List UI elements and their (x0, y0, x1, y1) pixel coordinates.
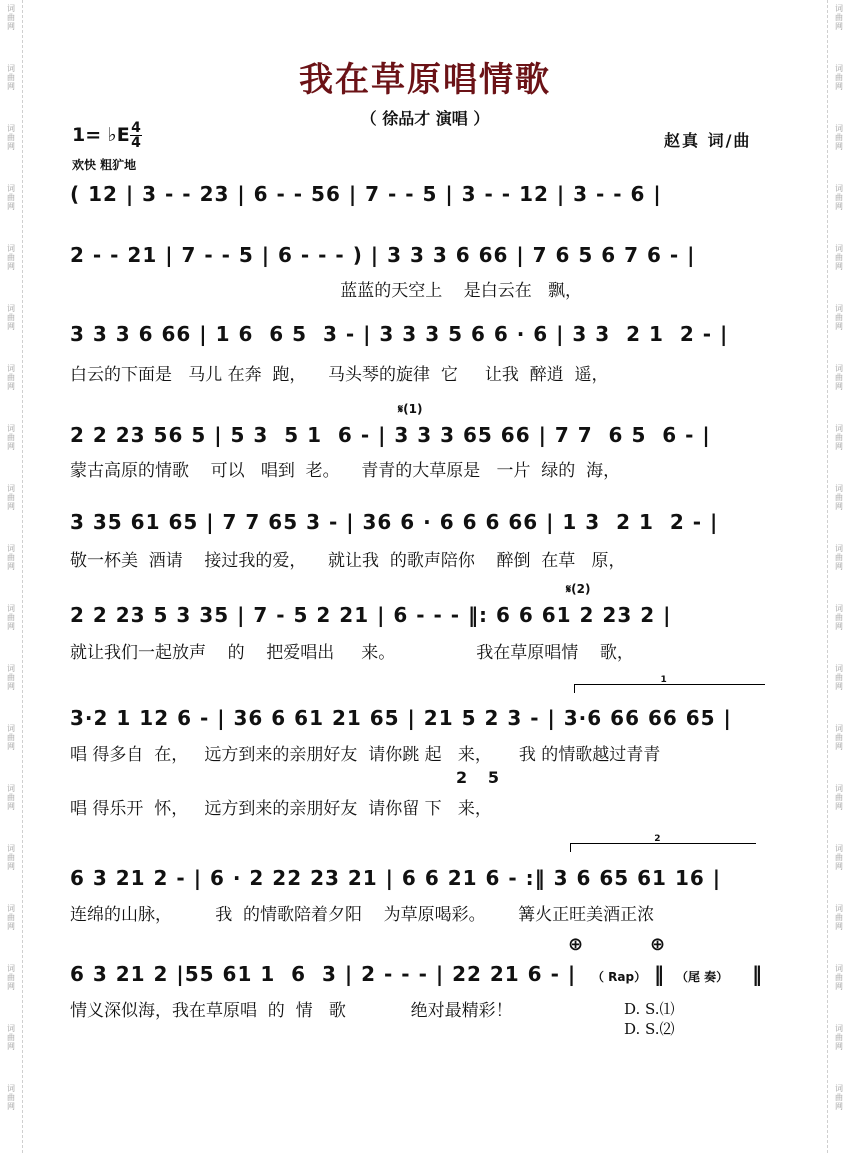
watermark-text: 词 曲 网 (835, 844, 843, 871)
volta-bracket-2: 2 (570, 843, 756, 852)
system-6-lyrics: 就让我们一起放声 的 把爱唱出 来。 我在草原唱情 歌， (70, 643, 634, 663)
watermark-text: 词 曲 网 (7, 964, 15, 991)
time-signature: 4 4 (131, 120, 141, 151)
system-7-notes: 3·2 1 12 6 - | 36 6 61 21 65 | 21 5 2 3 - | 3·6 66 66 65 | (70, 706, 732, 730)
watermark-text: 词 曲 网 (835, 304, 843, 331)
dal-segno-1: D. S.⑴ (624, 1000, 675, 1018)
watermark-text: 词 曲 网 (7, 244, 15, 271)
watermark-text: 词 曲 网 (835, 184, 843, 211)
system-7-lyrics-verse-1: 唱 得多自 在， 远方到来的亲朋好友 请你跳 起 来， 我 的情歌越过青青 (70, 745, 661, 765)
watermark-text: 词 曲 网 (835, 604, 843, 631)
watermark-text: 词 曲 网 (835, 724, 843, 751)
watermark-text: 词 曲 网 (835, 664, 843, 691)
watermark-text: 词 曲 网 (7, 64, 15, 91)
author-credit: 赵真 词/曲 (664, 131, 752, 150)
watermark-text: 词 曲 网 (835, 244, 843, 271)
watermark-text: 词 曲 网 (835, 424, 843, 451)
alt-ending-notes: 2 5 (456, 768, 500, 787)
segno-mark-1: 𝄋(1) (398, 402, 423, 416)
watermark-text: 词 曲 网 (7, 784, 15, 811)
watermark-text: 词 曲 网 (835, 784, 843, 811)
system-1-notes: ( 12 | 3 - - 23 | 6 - - 56 | 7 - - 5 | 3 - - 12 | 3 - - 6 | (70, 182, 662, 206)
singer-credit: （ 徐品才 演唱 ） (360, 109, 490, 128)
right-watermark-strip (827, 0, 850, 1153)
watermark-text: 词 曲 网 (7, 124, 15, 151)
watermark-text: 词 曲 网 (835, 4, 843, 31)
system-2-lyrics: 蓝蓝的天空上 是白云在 飘， (70, 281, 583, 301)
system-2-notes: 2 - - 21 | 7 - - 5 | 6 - - - ) | 3 3 3 6 66 | 7 6 5 6 7 6 - | (70, 243, 696, 267)
system-3-notes: 3 3 3 6 66 | 1 6 6 5 3 - | 3 3 3 5 6 6 · 6 | 3 3 2 1 2 - | (70, 322, 729, 346)
segno-mark-2: 𝄋(2) (566, 582, 591, 596)
watermark-text: 词 曲 网 (835, 964, 843, 991)
watermark-text: 词 曲 网 (835, 1084, 843, 1111)
watermark-text: 词 曲 网 (835, 484, 843, 511)
watermark-text: 词 曲 网 (835, 64, 843, 91)
watermark-text: 词 曲 网 (7, 424, 15, 451)
watermark-text: 词 曲 网 (7, 364, 15, 391)
watermark-text: 词 曲 网 (7, 304, 15, 331)
watermark-text: 词 曲 网 (835, 364, 843, 391)
left-watermark-strip (0, 0, 23, 1153)
system-6-notes: 2 2 23 5 3 35 | 7 - 5 2 21 | 6 - - - ‖: 6 6 61 2 23 2 | (70, 603, 672, 627)
watermark-text: 词 曲 网 (835, 1024, 843, 1051)
watermark-text: 词 曲 网 (7, 1024, 15, 1051)
watermark-text: 词 曲 网 (7, 484, 15, 511)
watermark-text: 词 曲 网 (7, 184, 15, 211)
watermark-text: 词 曲 网 (835, 124, 843, 151)
watermark-text: 词 曲 网 (7, 1084, 15, 1111)
key-signature: 1= ♭E (72, 124, 130, 146)
system-8-notes: 6 3 21 2 - | 6 · 2 22 23 21 | 6 6 21 6 - :‖ 3 6 65 61 16 | (70, 866, 722, 890)
system-9-lyrics: 情义深似海，我在草原唱 的 情 歌 绝对最精彩！ (70, 1001, 513, 1021)
watermark-text: 词 曲 网 (7, 4, 15, 31)
final-barline-1: ‖ (654, 962, 665, 986)
system-9-notes: 6 3 21 2 |55 61 1 6 3 | 2 - - - | 22 21 6 - | (70, 962, 577, 986)
watermark-text: 词 曲 网 (7, 904, 15, 931)
final-barline-2: ‖ (752, 962, 763, 986)
dal-segno-2: D. S.⑵ (624, 1020, 675, 1038)
watermark-text: 词 曲 网 (7, 664, 15, 691)
watermark-text: 词 曲 网 (835, 544, 843, 571)
song-title: 我在草原唱情歌 (299, 60, 551, 100)
volta-bracket-1: 1 (574, 684, 765, 693)
outro-marking: （尾 奏） (676, 970, 729, 984)
tempo-marking: 欢快 粗犷地 (72, 158, 137, 172)
system-8-lyrics: 连绵的山脉， 我 的情歌陪着夕阳 为草原喝彩。 篝火正旺美酒正浓 (70, 905, 655, 925)
watermark-text: 词 曲 网 (7, 724, 15, 751)
watermark-text: 词 曲 网 (7, 544, 15, 571)
watermark-text: 词 曲 网 (7, 844, 15, 871)
coda-icon-1: ⊕ (568, 934, 584, 955)
watermark-text: 词 曲 网 (835, 904, 843, 931)
coda-icon-2: ⊕ (650, 934, 666, 955)
system-3-lyrics: 白云的下面是 马儿 在奔 跑， 马头琴的旋律 它 让我 醉逍 遥， (70, 365, 609, 385)
system-4-lyrics: 蒙古高原的情歌 可以 唱到 老。 青青的大草原是 一片 绿的 海， (70, 461, 621, 481)
system-4-notes: 2 2 23 56 5 | 5 3 5 1 6 - | 3 3 3 65 66 | 7 7 6 5 6 - | (70, 423, 711, 447)
system-7-lyrics-verse-2: 唱 得乐开 怀， 远方到来的亲朋好友 请你留 下 来， (70, 799, 492, 819)
rap-marking: （ Rap） (592, 970, 647, 984)
watermark-text: 词 曲 网 (7, 604, 15, 631)
system-5-lyrics: 敬一杯美 酒请 接过我的爱， 就让我 的歌声陪你 醉倒 在草 原， (70, 551, 626, 571)
system-5-notes: 3 35 61 65 | 7 7 65 3 - | 36 6 · 6 6 6 66 | 1 3 2 1 2 - | (70, 510, 719, 534)
